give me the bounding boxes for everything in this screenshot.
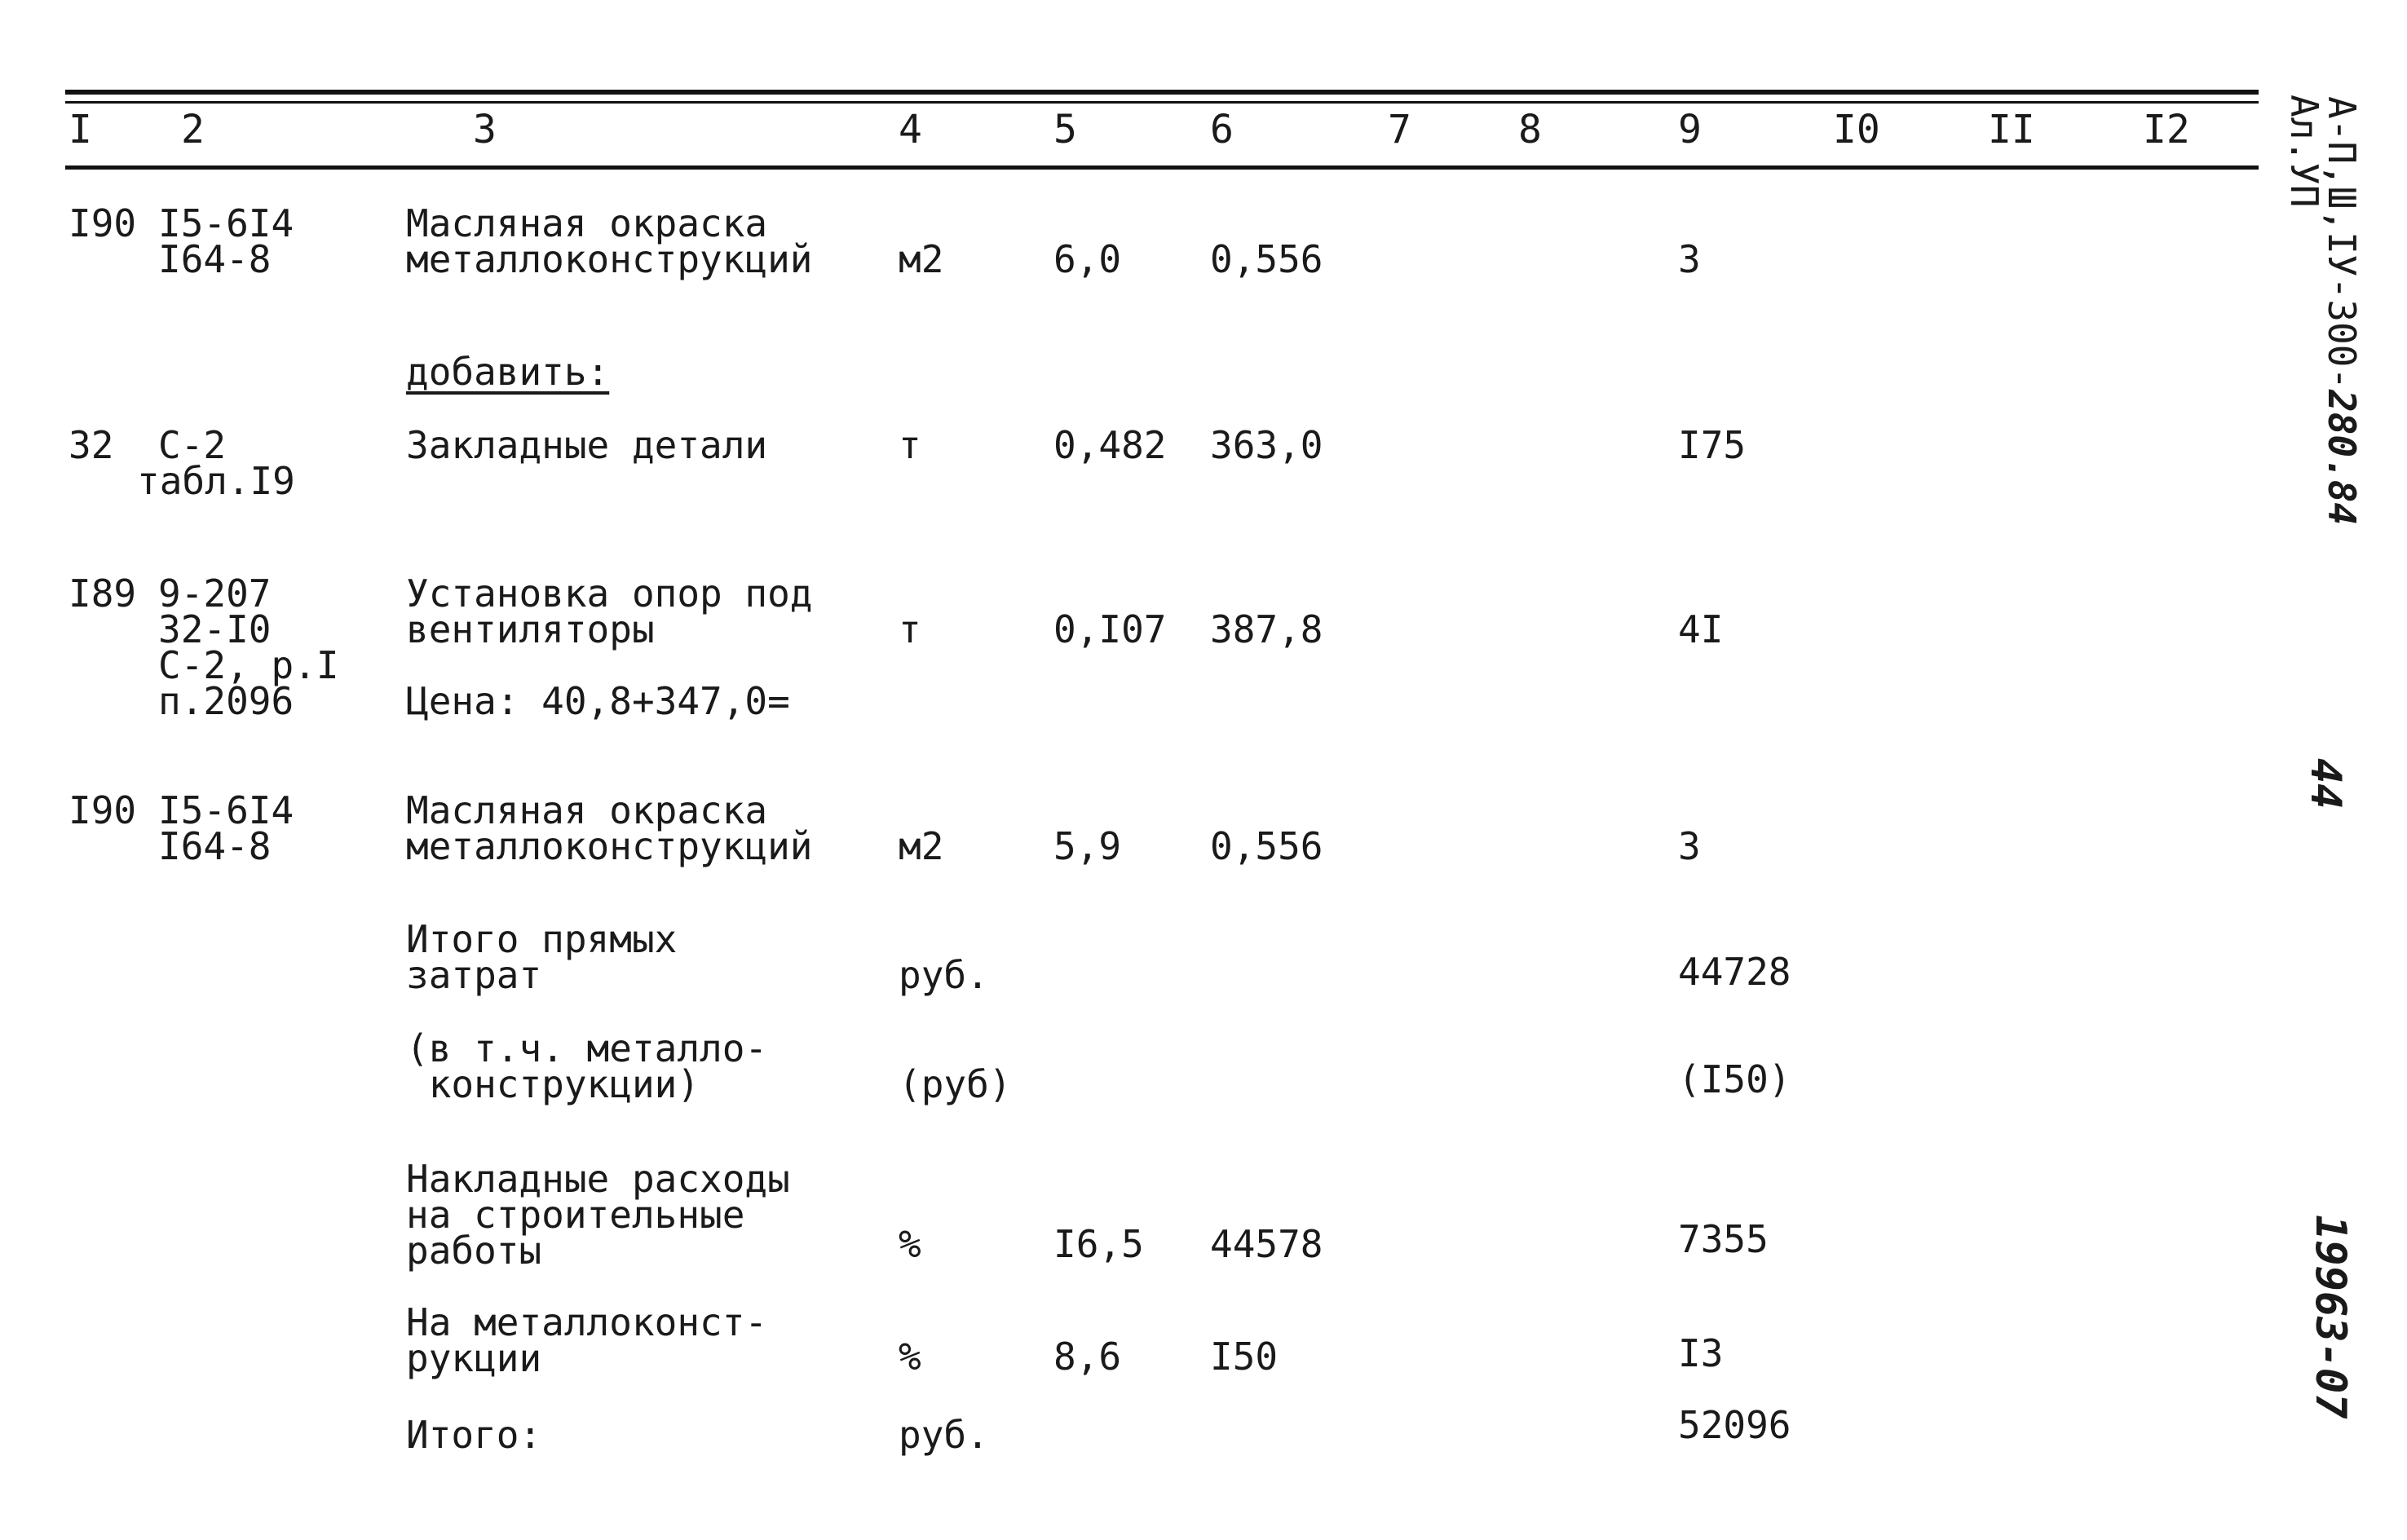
row-1-total: 3 [1678, 237, 1701, 281]
row-4-name-line-1: Масляная окраска [406, 788, 768, 832]
row-4-code-line-2: I64-8 [158, 824, 272, 868]
row-1-name-line-2: металлоконструкций [406, 237, 813, 281]
row-1-number: I90 [68, 201, 137, 245]
summary-metal-overhead-unit: % [899, 1335, 921, 1379]
summary-grand-total-unit: руб. [899, 1413, 989, 1457]
summary-overhead-unit: % [899, 1222, 921, 1266]
row-3-code-line-4: п.2096 [158, 679, 294, 723]
column-header-5: 5 [1053, 107, 1077, 152]
row-1-quantity: 6,0 [1053, 237, 1122, 281]
row-2-name: Закладные детали [406, 423, 768, 467]
summary-metal-overhead-total: I3 [1678, 1331, 1724, 1375]
margin-doc-code-printed: А-П,Ш,IУ-300- [2320, 96, 2364, 391]
row-4-unit: м2 [899, 824, 944, 868]
summary-overhead-label-line-3: работы [406, 1229, 542, 1273]
header-bottom-rule [65, 165, 2259, 170]
row-3-unit: т [899, 607, 921, 651]
row-3-name-line-1: Установка опор под [406, 571, 813, 616]
row-3-code-line-3: С-2, р.I [158, 643, 339, 687]
row-1-unit-price: 0,556 [1210, 237, 1323, 281]
summary-overhead-total: 7355 [1678, 1217, 1769, 1261]
row-4-code-line-1: I5-6I4 [158, 788, 294, 832]
row-3-quantity: 0,I07 [1053, 607, 1167, 651]
row-3-code-line-2: 32-I0 [158, 607, 272, 651]
add-note: добавить: [406, 350, 610, 394]
margin-page-number: 44 [2301, 758, 2350, 810]
row-2-total: I75 [1678, 423, 1747, 467]
header-top-rule [65, 90, 2259, 95]
margin-album-code: Ал.УП [2282, 95, 2326, 208]
column-header-11: II [1988, 107, 2035, 152]
summary-overhead-base: 44578 [1210, 1222, 1323, 1266]
row-1-unit: м2 [899, 237, 944, 281]
summary-metal-structures-unit: (руб) [899, 1062, 1012, 1106]
column-header-1: I [68, 107, 92, 152]
column-header-10: I0 [1833, 107, 1880, 152]
row-2-code-line-1: С-2 [158, 423, 227, 467]
summary-direct-costs-label-line-1: Итого прямых [406, 917, 678, 961]
column-header-9: 9 [1678, 107, 1702, 152]
row-3-name-line-2: вентиляторы [406, 607, 655, 651]
column-header-12: I2 [2143, 107, 2190, 152]
summary-direct-costs-unit: руб. [899, 953, 989, 997]
summary-grand-total-label: Итого: [406, 1413, 542, 1457]
summary-overhead-rate: I6,5 [1053, 1222, 1144, 1266]
row-4-quantity: 5,9 [1053, 824, 1122, 868]
margin-archive-number: 19963-07 [2306, 1215, 2355, 1419]
summary-metal-structures-total: (I50) [1678, 1057, 1791, 1101]
summary-metal-overhead-base: I50 [1210, 1335, 1279, 1379]
margin-doc-code [2320, 96, 2364, 526]
row-4-number: I90 [68, 788, 137, 832]
summary-metal-overhead-label-line-1: На металлоконст- [406, 1300, 768, 1344]
summary-overhead-label-line-2: на строительные [406, 1193, 745, 1237]
row-2-unit: т [899, 423, 921, 467]
summary-overhead-label-line-1: Накладные расходы [406, 1157, 790, 1201]
margin-doc-code-handwritten: 280.84 [2320, 390, 2364, 526]
row-2-unit-price: 363,0 [1210, 423, 1323, 467]
summary-metal-structures-label-line-2: конструкции) [406, 1062, 700, 1106]
summary-direct-costs-label-line-2: затрат [406, 953, 542, 997]
summary-metal-structures-label-line-1: (в т.ч. металло- [406, 1026, 768, 1070]
summary-metal-overhead-rate: 8,6 [1053, 1335, 1122, 1379]
row-2-quantity: 0,482 [1053, 423, 1167, 467]
row-3-price-note: Цена: 40,8+347,0= [406, 679, 790, 723]
column-header-7: 7 [1388, 107, 1411, 152]
summary-direct-costs-total: 44728 [1678, 950, 1791, 994]
column-header-4: 4 [899, 107, 922, 152]
row-4-unit-price: 0,556 [1210, 824, 1323, 868]
row-2-code-line-2: табл.I9 [137, 459, 295, 503]
row-1-name-line-1: Масляная окраска [406, 201, 768, 245]
row-3-code-line-1: 9-207 [158, 571, 272, 616]
column-header-6: 6 [1210, 107, 1234, 152]
row-1-code-line-1: I5-6I4 [158, 201, 294, 245]
column-header-3: 3 [473, 107, 497, 152]
summary-grand-total: 52096 [1678, 1403, 1791, 1447]
row-4-total: 3 [1678, 824, 1701, 868]
row-3-number: I89 [68, 571, 137, 616]
column-header-8: 8 [1518, 107, 1542, 152]
row-3-unit-price: 387,8 [1210, 607, 1323, 651]
header-top-rule-thin [65, 101, 2259, 104]
column-header-2: 2 [181, 107, 205, 152]
row-2-number: 32 [68, 423, 114, 467]
summary-metal-overhead-label-line-2: рукции [406, 1336, 542, 1380]
row-1-code-line-2: I64-8 [158, 237, 272, 281]
row-4-name-line-2: металлоконструкций [406, 824, 813, 868]
row-3-total: 4I [1678, 607, 1724, 651]
